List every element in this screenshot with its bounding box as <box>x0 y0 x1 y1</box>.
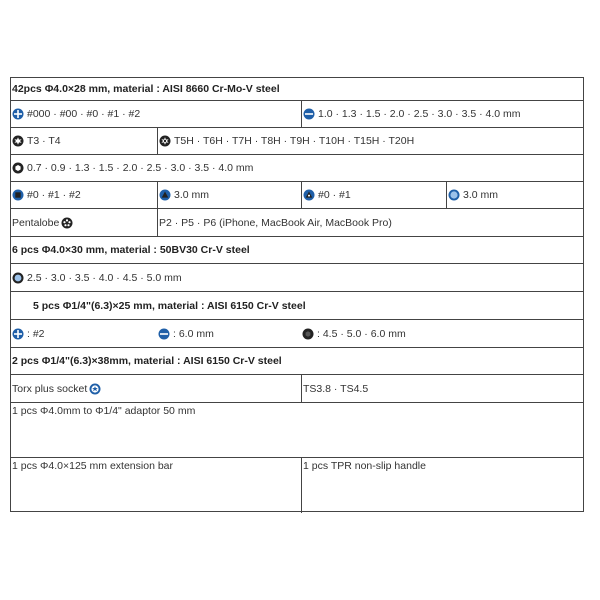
tri-wing-sizes: #0 · #1 <box>318 189 351 201</box>
hex-icon <box>12 162 24 174</box>
pentalobe-sizes-cell <box>157 209 583 236</box>
handle-cell: 1 pcs TPR non-slip handle <box>301 458 583 513</box>
quarter-hex-sizes: : 4.5 · 5.0 · 6.0 mm <box>317 327 406 340</box>
socket-icon <box>12 272 24 284</box>
pentalobe-icon <box>61 217 73 229</box>
extension-bar-cell: 1 pcs Φ4.0×125 mm extension bar <box>12 460 174 472</box>
triangle-size: 3.0 mm <box>174 189 210 201</box>
pentalobe-label: Pentalobe <box>12 216 60 229</box>
spec-table <box>10 77 584 512</box>
tri-wing-sizes-cell <box>301 182 446 208</box>
phillips-sizes-cell <box>11 101 301 127</box>
quarter-slotted-size: : 6.0 mm <box>173 327 214 340</box>
round-size: 3.0 mm <box>463 189 499 201</box>
torx-plus-sizes-cell <box>301 375 583 402</box>
slotted-icon <box>303 108 315 120</box>
section-header: 42pcs Φ4.0×28 mm, material : AISI 8660 Cr-Mo-V steel <box>12 83 280 95</box>
torx-security-sizes: T5H · T6H · T7H · T8H · T9H · T10H · T15H · T20H <box>174 135 415 147</box>
socket-sizes-cell <box>11 264 583 291</box>
table-row <box>11 78 583 100</box>
round-icon <box>448 189 460 201</box>
torx-sizes: T3 · T4 <box>27 135 61 147</box>
pentalobe-cell <box>11 209 157 236</box>
table-row <box>11 402 583 457</box>
phillips-icon <box>12 108 24 120</box>
table-row <box>11 181 583 208</box>
phillips-icon <box>12 328 24 340</box>
torx-plus-label: Torx plus socket <box>12 382 88 395</box>
section-header: 6 pcs Φ4.0×30 mm, material : 50BV30 Cr-V steel <box>12 244 250 256</box>
quarter-slotted-cell <box>157 320 301 347</box>
torx-plus-cell <box>11 375 301 402</box>
adaptor-cell: 1 pcs Φ4.0mm to Φ1/4" adaptor 50 mm <box>12 405 196 417</box>
triangle-icon <box>159 189 171 201</box>
quarter-phillips-cell <box>11 320 157 347</box>
torx-sizes-cell <box>11 128 157 154</box>
table-row <box>11 154 583 181</box>
torx-icon <box>12 135 24 147</box>
slotted-icon <box>158 328 170 340</box>
section-header: 2 pcs Φ1/4"(6.3)×38mm, material : AISI 6150 Cr-V steel <box>12 355 282 367</box>
table-row <box>11 208 583 236</box>
slotted-sizes-cell <box>301 101 583 127</box>
table-row <box>11 100 583 127</box>
hex-sizes: 0.7 · 0.9 · 1.3 · 1.5 · 2.0 · 2.5 · 3.0 · 3.5 · 4.0 mm <box>27 162 254 174</box>
table-row <box>11 263 583 291</box>
torx-plus-icon <box>89 383 101 395</box>
torx-plus-sizes: TS3.8 · TS4.5 <box>303 382 369 395</box>
quarter-hex-cell <box>301 320 583 347</box>
table-row <box>11 374 583 402</box>
table-row <box>11 236 583 263</box>
torx-security-sizes-cell <box>157 128 583 154</box>
square-icon <box>12 189 24 201</box>
section-header: 5 pcs Φ1/4"(6.3)×25 mm, material : AISI 6150 Cr-V steel <box>33 299 306 312</box>
torx-security-icon <box>159 135 171 147</box>
socket-sizes: 2.5 · 3.0 · 3.5 · 4.0 · 4.5 · 5.0 mm <box>27 271 182 284</box>
slotted-sizes: 1.0 · 1.3 · 1.5 · 2.0 · 2.5 · 3.0 · 3.5 · 4.0 mm <box>318 108 521 120</box>
pentalobe-sizes: P2 · P5 · P6 (iPhone, MacBook Air, MacBook Pro) <box>159 216 392 229</box>
hex-sizes-cell <box>11 155 583 181</box>
phillips-sizes: #000 · #00 · #0 · #1 · #2 <box>27 108 141 120</box>
square-sizes: #0 · #1 · #2 <box>27 189 81 201</box>
round-size-cell <box>446 182 583 208</box>
quarter-phillips-size: : #2 <box>27 327 45 340</box>
triangle-size-cell <box>157 182 301 208</box>
table-row <box>11 347 583 374</box>
tri-wing-icon <box>303 189 315 201</box>
square-sizes-cell <box>11 182 157 208</box>
table-row <box>11 291 583 319</box>
hex-icon <box>302 328 314 340</box>
table-row <box>11 457 583 513</box>
table-row <box>11 319 583 347</box>
table-row <box>11 127 583 154</box>
